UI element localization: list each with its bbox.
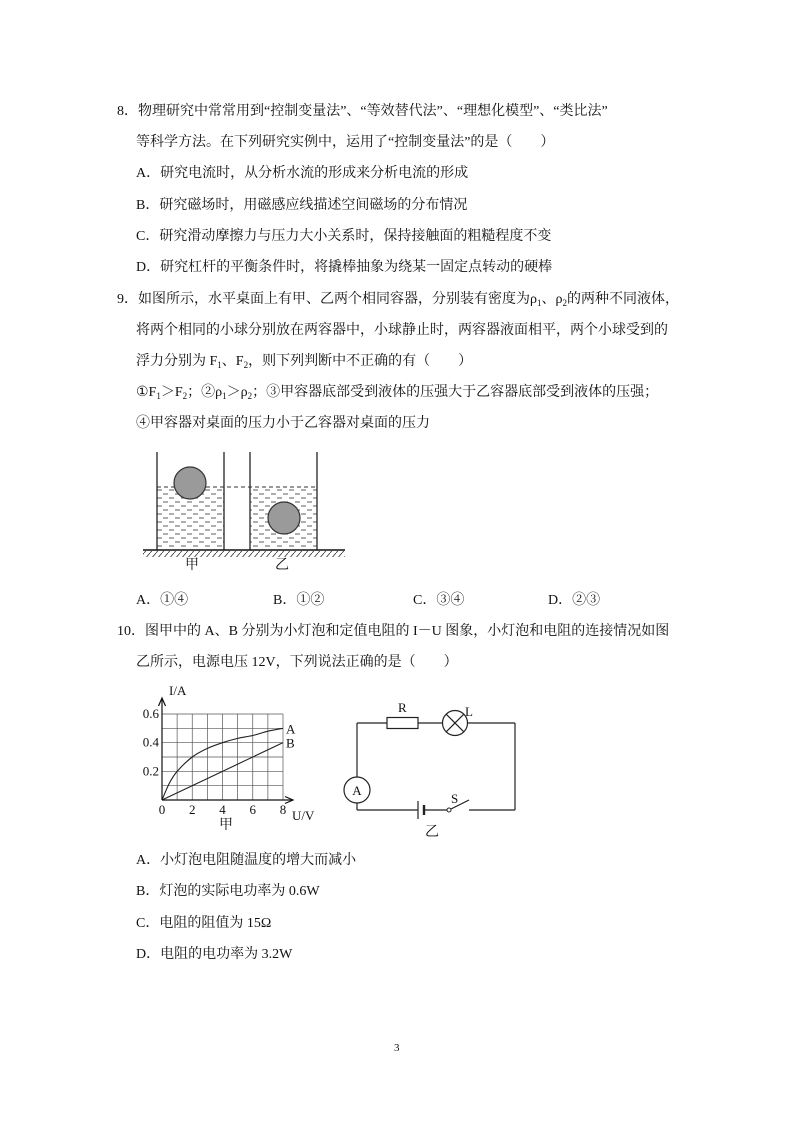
resistor-symbol [387,718,418,729]
switch-hinge [447,808,451,812]
q9-number: 9． [117,292,138,307]
q9-option-b: B．①② [273,593,325,608]
q9-stem-line-2: 将两个相同的小球分别放在两容器中，小球静止时，两容器液面相平，两个小球受到的 [136,323,668,338]
q8-stem-line-1 [117,103,608,121]
q10-number: 10． [117,624,145,639]
subscript: 2 [182,391,188,401]
subscript: 1 [156,391,161,401]
page-number: 3 [394,1042,400,1054]
series-label-b: B [286,735,295,751]
graph-caption-jia: 甲 [219,818,233,833]
q9-stem-text: ，则下列判断中不正确的有（ ） [248,354,473,369]
resistor-label: R [398,700,407,715]
figure-label-yi: 乙 [275,558,289,573]
subscript: 2 [247,391,253,401]
buoyancy-containers-figure [138,445,350,563]
q9-statement-text: ＞ρ [226,385,248,400]
q9-statements-line-1 [136,384,658,402]
q8-option-c: C．研究滑动摩擦力与压力大小关系时，保持接触面的粗糙程度不变 [136,229,552,244]
subscript: 2 [243,360,249,370]
circuit-caption-yi: 乙 [425,825,439,840]
figure-label-jia: 甲 [185,558,199,573]
q10-option-b: B．灯泡的实际电功率为 0.6W [136,884,320,899]
x-tick-label: 6 [249,802,256,817]
x-axis-label: U/V [292,808,315,823]
q10-stem-line-2: 乙所示，电源电压 12V，下列说法正确的是（ ） [136,655,458,670]
subscript: 2 [562,298,567,308]
ball-floating [174,467,206,499]
x-tick-label: 4 [219,802,226,817]
table-hatching [143,551,345,557]
y-tick-label: 0.2 [142,763,159,779]
q10-option-d: D．电阻的电功率为 3.2W [136,947,293,962]
ammeter-label: A [352,783,362,798]
iu-graph [128,680,328,825]
q8-option-b: B．研究磁场时，用磁感应线描述空间磁场的分布情况 [136,198,468,213]
q8-stem-text: 物理研究中常常用到“控制变量法”、“等效替代法”、“理想化模型”、“类比法” [138,104,608,119]
subscript: 1 [217,360,222,370]
y-axis-label: I/A [169,683,187,698]
x-tick-label: 0 [158,802,166,817]
series-label-a: A [286,721,296,737]
circuit-diagram [343,695,528,820]
q8-option-d: D．研究杠杆的平衡条件时，将撬棒抽象为绕某一固定点转动的硬棒 [136,260,553,275]
switch-label: S [451,791,459,806]
ball-suspended [268,502,300,534]
q10-option-c: C．电阻的阻值为 15Ω [136,916,272,931]
lamp-label: L [465,704,473,719]
q9-stem-line-3 [136,353,472,371]
y-tick-label: 0.4 [142,734,159,750]
q8-number: 8． [117,104,138,119]
q9-stem-text: 的两种不同液体， [567,292,679,307]
y-tick-label: 0.6 [142,706,159,721]
q10-stem-text: 图甲中的 A、B 分别为小灯泡和定值电阻的 I－U 图象，小灯泡和电阻的连接情况如图 [145,624,670,639]
q9-option-c: C．③④ [413,593,465,608]
q9-statement-text: ①F [136,385,157,400]
q9-stem-text: 浮力分别为 F [136,354,218,369]
q9-stem-line-1 [117,291,679,309]
q10-option-a: A．小灯泡电阻随温度的增大而减小 [136,853,357,868]
q8-stem-line-2: 等科学方法。在下列研究实例中，运用了“控制变量法”的是（ ） [136,135,555,150]
q9-statement-text: ；②ρ [187,385,223,400]
q9-statement-text: ；③甲容器底部受到液体的压强大于乙容器底部受到液体的压强； [252,385,659,400]
x-tick-label: 8 [279,802,287,817]
q9-statement-text: ＞F [160,385,183,400]
q9-stem-text: 、F [221,354,244,369]
q9-option-d: D．②③ [548,593,601,608]
subscript: 1 [537,298,542,308]
q9-stem-text: 、ρ [541,292,563,307]
q10-stem-line-1 [117,623,669,641]
x-tick-label: 2 [189,802,196,817]
q8-option-a: A．研究电流时，从分析水流的形成来分析电流的形成 [136,166,469,181]
q9-option-a: A．①④ [136,593,189,608]
q9-stem-text: 如图所示，水平桌面上有甲、乙两个相同容器，分别装有密度为ρ [138,292,537,307]
subscript: 1 [222,391,227,401]
q9-statements-line-2: ④甲容器对桌面的压力小于乙容器对桌面的压力 [136,416,430,431]
